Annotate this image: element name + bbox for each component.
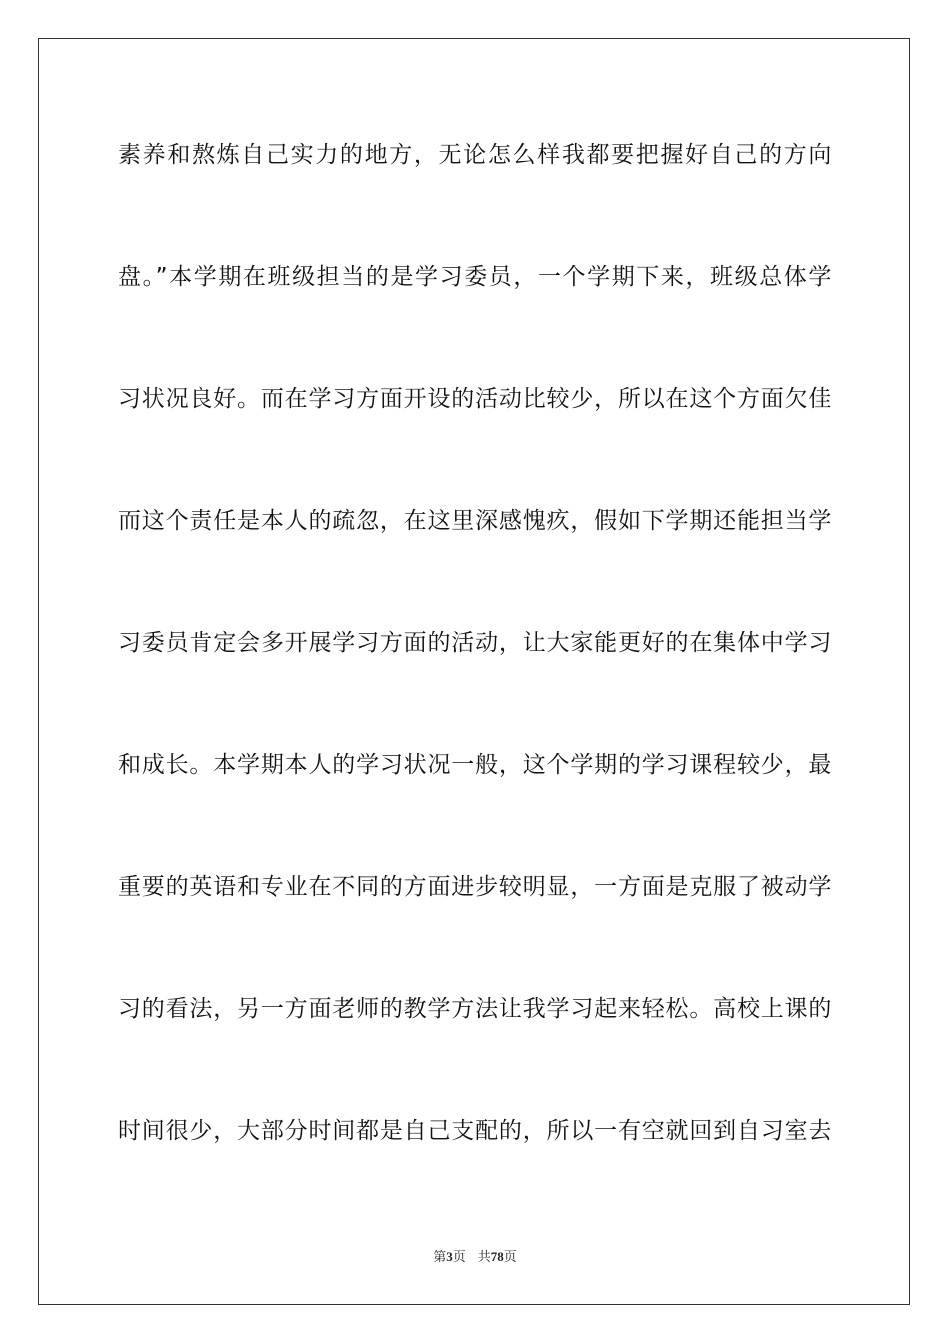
total-prefix: 共 (477, 1250, 491, 1265)
page-number: 3 (446, 1249, 453, 1264)
page-footer (0, 1248, 950, 1267)
body-text-line: 时间很少，大部分时间都是自己支配的，所以一有空就回到自习室去 (118, 1118, 832, 1144)
page-prefix: 第 (433, 1250, 447, 1265)
body-text-line: 重要的英语和专业在不同的方面进步较明显，一方面是克服了被动学 (118, 874, 832, 900)
body-text-line: 素养和熬炼自己实力的地方，无论怎么样我都要把握好自己的方向 (118, 142, 832, 168)
body-text-line: 习状况良好。而在学习方面开设的活动比较少，所以在这个方面欠佳 (118, 386, 832, 412)
total-suffix: 页 (503, 1250, 517, 1265)
body-text-line: 习委员肯定会多开展学习方面的活动，让大家能更好的在集体中学习 (118, 630, 832, 656)
body-text-line: 和成长。本学期本人的学习状况一般，这个学期的学习课程较少，最 (118, 752, 832, 778)
page-border (38, 38, 910, 1305)
body-text-line: 习的看法，另一方面老师的教学方法让我学习起来轻松。高校上课的 (118, 996, 832, 1022)
body-text-line: 盘。”本学期在班级担当的是学习委员，一个学期下来，班级总体学 (118, 264, 832, 290)
body-text-line: 而这个责任是本人的疏忽，在这里深感愧疚，假如下学期还能担当学 (118, 508, 832, 534)
page-suffix: 页 (452, 1250, 466, 1265)
total-pages: 78 (490, 1249, 504, 1264)
